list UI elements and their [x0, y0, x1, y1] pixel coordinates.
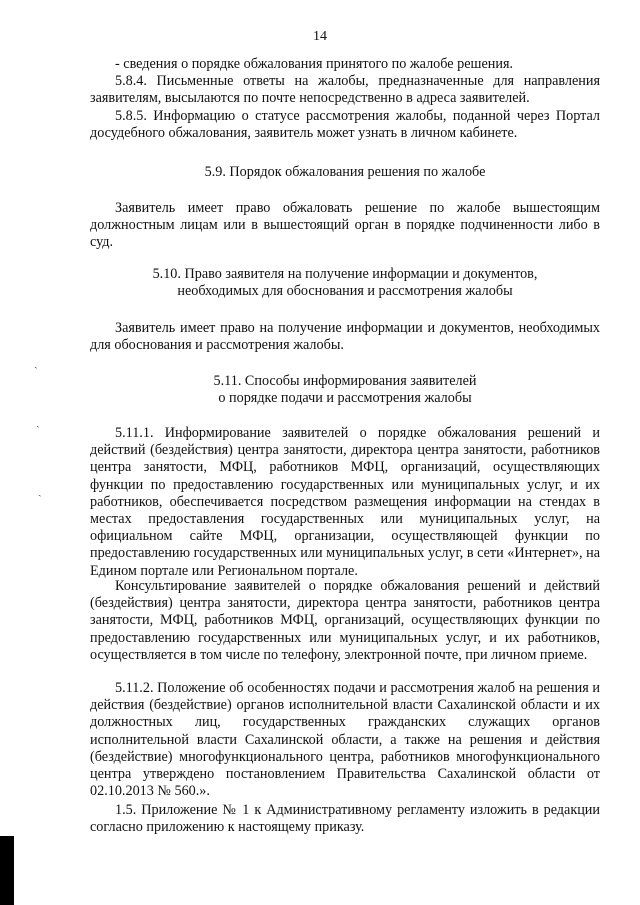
- section-heading-5-9: 5.9. Порядок обжалования решения по жалобе: [204, 164, 486, 180]
- heading-line: необходимых для обоснования и рассмотрения жалобы: [177, 283, 513, 300]
- heading-line: 5.11. Способы информирования заявителей: [213, 373, 477, 389]
- page-number: 14: [313, 29, 327, 44]
- paragraph: Заявитель имеет право на получение информации и документов, необходимых для обоснования и рассмотрения жалобы.: [90, 320, 600, 354]
- scan-mark: ˏ: [34, 357, 38, 369]
- paragraph: 5.11.2. Положение об особенностях подачи и рассмотрения жалоб на решения и действия (бездействие) органов исполнительной власти Сахалинской области и их должностных лиц, государственных гражданских служащих органов исполнительной власти Сахалинской области, а также на решения и действия (бездействие) многофункционального центра, работников многофункционального центра утверждено постановлением Правительства Сахалинской области от 02.10.2013 № 560.».: [90, 680, 600, 800]
- paragraph-5-11-1: [90, 425, 600, 580]
- section-heading-5-11: [90, 373, 600, 407]
- section-heading-5-10: [90, 266, 600, 300]
- scan-mark: ˏ: [36, 416, 40, 428]
- heading-line: 5.10. Право заявителя на получение информации и документов,: [152, 266, 538, 282]
- paragraph-5-11-2: [90, 680, 600, 800]
- paragraph: 5.11.1. Информирование заявителей о порядке обжалования решений и действий (бездействия) центра занятости, директора центра занятости, работников центра занятости, МФЦ, работников МФЦ, организаций, осуществляющих функции по предоставлению государственных или муниципальных услуг, и их работников, обеспечивается посредством размещения информации на стендах в местах предоставления государственных или муниципальных услуг, на официальном сайте МФЦ, организации, осуществляющей функции по предоставлению государственных или муниципальных услуг, в сети «Интернет», на Едином портале или Региональном портале.: [90, 425, 600, 579]
- paragraph: 5.8.4. Письменные ответы на жалобы, предназначенные для направления заявителям, высылаются по почте непосредственно в адреса заявителей.: [90, 73, 600, 107]
- paragraph: Заявитель имеет право обжаловать решение по жалобе вышестоящим должностным лицам или в вышестоящий орган в порядке подчиненности либо в суд.: [90, 200, 600, 251]
- scan-mark: ˏ: [38, 485, 42, 497]
- paragraph: - сведения о порядке обжалования принятого по жалобе решения.: [115, 56, 514, 72]
- paragraph-1-5: [90, 802, 600, 836]
- heading-line: о порядке подачи и рассмотрения жалобы: [218, 390, 472, 407]
- paragraph: 1.5. Приложение № 1 к Административному регламенту изложить в редакции согласно приложению к настоящему приказу.: [90, 802, 600, 836]
- paragraph-consulting: [90, 578, 600, 664]
- section-5-8-continuation: [90, 56, 600, 142]
- paragraph: 5.8.5. Информацию о статусе рассмотрения жалобы, поданной через Портал досудебного обжалования, заявитель может узнать в личном кабинете.: [90, 107, 600, 141]
- paragraph: Консультирование заявителей о порядке обжалования решений и действий (бездействия) центра занятости, директора центра занятости, работников центра занятости, МФЦ, работников МФЦ, организаций, осуществляющих функции по предоставлению государственных или муниципальных услуг, и их работников, осуществляется в том числе по телефону, электронной почте, при личном приеме.: [90, 578, 600, 663]
- paragraph-5-10: [90, 320, 600, 354]
- scan-edge-bar: [0, 836, 14, 905]
- paragraph-5-9: [90, 200, 600, 252]
